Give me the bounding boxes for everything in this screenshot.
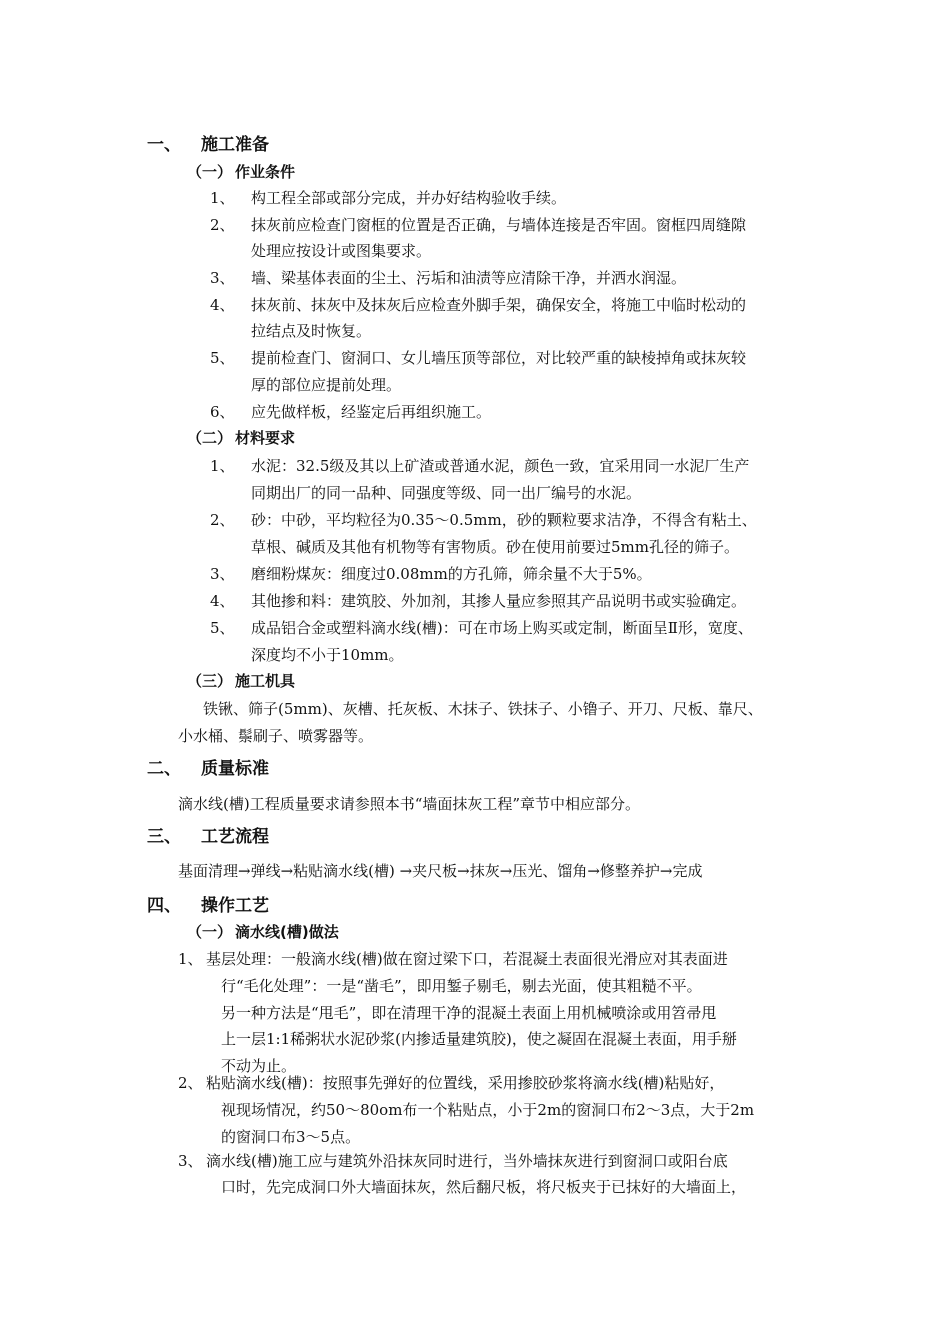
item-text: 砂：中砂，平均粒径为0.35～0.5mm，砂的颗粒要求洁净，不得含有粘土、 bbox=[251, 511, 757, 529]
item-number: 2、 bbox=[210, 216, 235, 234]
section-number: 二、 bbox=[147, 759, 181, 779]
paragraph-text: 铁锹、筛子(5mm)、灰槽、托灰板、木抹子、铁抹子、小镥子、开刀、尺板、靠尺、 bbox=[203, 700, 763, 718]
item-text: 其他掺和料：建筑胶、外加剂，其掺人量应参照其产品说明书或实验确定。 bbox=[251, 592, 747, 610]
item-text: 厚的部位应提前处理。 bbox=[251, 376, 402, 394]
section-title: 工艺流程 bbox=[201, 827, 269, 847]
item-text: 墙、梁基体表面的尘土、污垢和油渍等应清除干净，并洒水润湿。 bbox=[251, 269, 687, 287]
item-text: 上一层1:1稀粥状水泥砂浆(内掺适量建筑胶)，使之凝固在混凝土表面，用手掰 bbox=[221, 1030, 737, 1048]
subsection-number: （一） bbox=[187, 923, 233, 941]
item-text: 抹灰前、抹灰中及抹灰后应检查外脚手架，确保安全，将施工中临时松动的 bbox=[251, 296, 747, 314]
item-number: 1、 bbox=[210, 189, 235, 207]
item-text: 基层处理：一般滴水线(槽)做在窗过梁下口，若混凝土表面很光滑应对其表面进 bbox=[206, 950, 728, 968]
item-number: 3、 bbox=[210, 269, 235, 287]
item-text: 应先做样板，经鉴定后再组织施工。 bbox=[251, 403, 492, 421]
paragraph-text: 小水桶、鬃刷子、喷雾器等。 bbox=[178, 727, 374, 745]
section-number: 三、 bbox=[147, 827, 181, 847]
subsection-number: （三） bbox=[187, 672, 233, 690]
item-text: 口时，先完成洞口外大墙面抹灰，然后翻尺板，将尺板夹于已抹好的大墙面上， bbox=[221, 1178, 747, 1196]
item-text: 草根、碱质及其他有机物等有害物质。砂在使用前要过5mm孔径的筛子。 bbox=[251, 538, 739, 556]
paragraph-text: 基面清理→弹线→粘贴滴水线(槽) →夹尺板→抹灰→压光、馏角→修整养护→完成 bbox=[178, 862, 703, 880]
item-number: 1、 bbox=[210, 457, 235, 475]
item-text: 处理应按设计或图集要求。 bbox=[251, 242, 432, 260]
item-text: 构工程全部或部分完成，并办好结构验收手续。 bbox=[251, 189, 567, 207]
paragraph-text: 滴水线(槽)工程质量要求请参照本书“墙面抹灰工程”章节中相应部分。 bbox=[178, 795, 641, 813]
section-number: 四、 bbox=[147, 896, 181, 916]
item-text: 视现场情况，约50～80om布一个粘贴点，小于2m的窗洞口布2～3点，大于2m bbox=[221, 1101, 755, 1119]
subsection-number: （二） bbox=[187, 429, 233, 447]
item-text: 的窗洞口布3～5点。 bbox=[221, 1128, 361, 1146]
item-text: 同期出厂的同一品种、同强度等级、同一出厂编号的水泥。 bbox=[251, 484, 642, 502]
item-number: 2、 bbox=[210, 511, 235, 529]
item-text: 提前检查门、窗洞口、女儿墙压顶等部位，对比较严重的缺棱掉角或抹灰较 bbox=[251, 349, 747, 367]
subsection-number: （一） bbox=[187, 163, 233, 181]
item-number: 5、 bbox=[210, 619, 235, 637]
item-text: 抹灰前应检查门窗框的位置是否正确，与墙体连接是否牢固。窗框四周缝隙 bbox=[251, 216, 747, 234]
subsection-title: 滴水线(槽)做法 bbox=[235, 923, 339, 941]
item-text: 磨细粉煤灰：细度过0.08mm的方孔筛，筛余量不大于5%。 bbox=[251, 565, 652, 583]
section-title: 施工准备 bbox=[201, 135, 269, 155]
item-text: 水泥：32.5级及其以上矿渣或普通水泥，颜色一致，宜采用同一水泥厂生产 bbox=[251, 457, 750, 475]
section-title: 质量标准 bbox=[201, 759, 269, 779]
item-number: 5、 bbox=[210, 349, 235, 367]
item-number: 4、 bbox=[210, 592, 235, 610]
item-text: 深度均不小于10mm。 bbox=[251, 646, 404, 664]
item-text: 粘贴滴水线(槽)：按照事先弹好的位置线，采用掺胶砂浆将滴水线(槽)粘贴好， bbox=[206, 1074, 725, 1092]
item-number: 4、 bbox=[210, 296, 235, 314]
subsection-title: 作业条件 bbox=[235, 163, 296, 181]
item-text: 不动为止。 bbox=[221, 1057, 297, 1075]
item-text: 滴水线(槽)施工应与建筑外沿抹灰同时进行，当外墙抹灰进行到窗洞口或阳台底 bbox=[206, 1152, 728, 1170]
item-number: 2、 bbox=[178, 1074, 203, 1092]
subsection-title: 材料要求 bbox=[235, 429, 296, 447]
item-number: 3、 bbox=[210, 565, 235, 583]
section-title: 操作工艺 bbox=[201, 896, 269, 916]
item-number: 6、 bbox=[210, 403, 235, 421]
item-text: 另一种方法是“甩毛”，即在清理干净的混凝土表面上用机械喷涂或用笤帚甩 bbox=[221, 1004, 717, 1022]
item-text: 拉结点及时恢复。 bbox=[251, 322, 372, 340]
item-number: 3、 bbox=[178, 1152, 203, 1170]
item-number: 1、 bbox=[178, 950, 203, 968]
subsection-title: 施工机具 bbox=[235, 672, 296, 690]
item-text: 行“毛化处理”：一是“凿毛”，即用錾子剔毛，剔去光面，使其粗糙不平。 bbox=[221, 977, 702, 995]
item-text: 成品铝合金或塑料滴水线(槽)：可在市场上购买或定制，断面呈Ⅱ形，宽度、 bbox=[251, 619, 753, 637]
section-number: 一、 bbox=[147, 135, 181, 155]
